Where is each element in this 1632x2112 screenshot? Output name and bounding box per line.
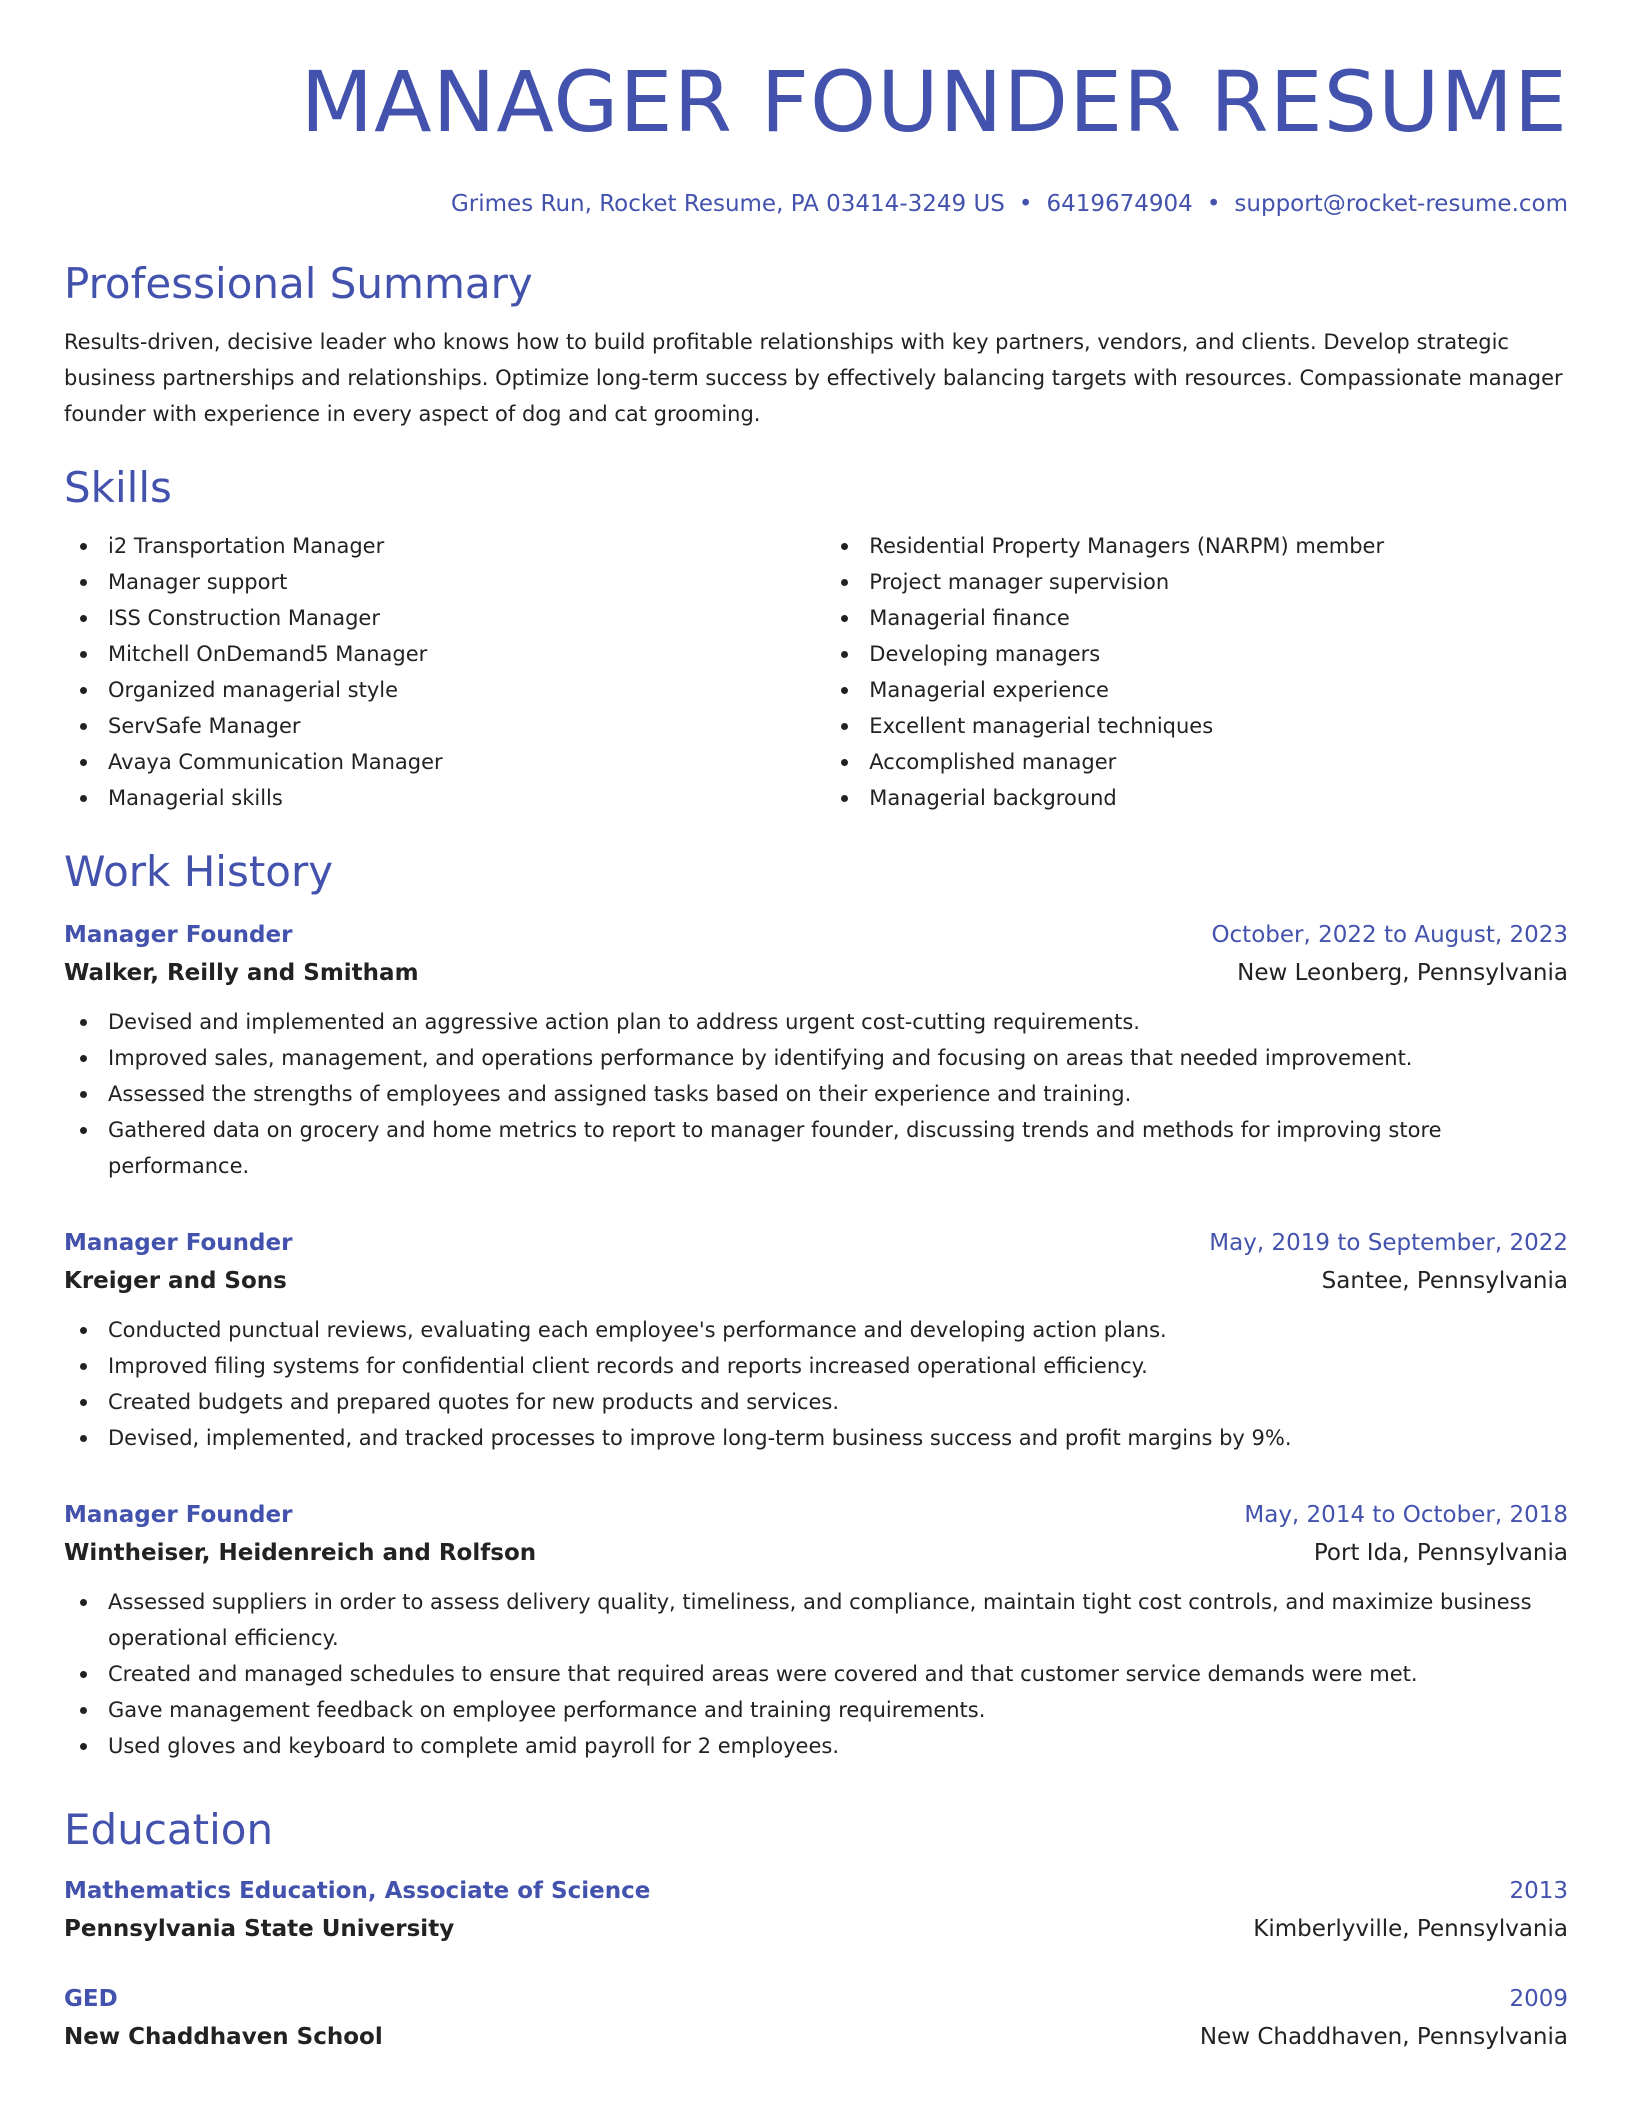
job-header-row	[64, 916, 1568, 954]
job-bullets	[64, 1004, 1568, 1184]
job-header-row	[64, 1224, 1568, 1262]
education-degree: GED	[64, 1986, 118, 2012]
education-location: New Chaddhaven, Pennsylvania	[1199, 2024, 1568, 2050]
education-header-row	[64, 1872, 1568, 1910]
skill-item: Managerial finance	[869, 600, 1568, 636]
job-bullet: Assessed suppliers in order to assess delivery quality, timeliness, and compliance, maintain tight cost controls, and maximize business operational efficiency.	[108, 1584, 1568, 1656]
education-school-row	[64, 2018, 1568, 2056]
skill-item: Developing managers	[869, 636, 1568, 672]
job-company-row	[64, 954, 1568, 992]
work-history-heading: Work History	[64, 847, 334, 896]
summary-heading: Professional Summary	[64, 259, 533, 308]
job-company: Wintheiser, Heidenreich and Rolfson	[64, 1540, 537, 1566]
skill-item: Avaya Communication Manager	[108, 744, 787, 780]
contact-separator: •	[1206, 191, 1221, 217]
contact-address: Grimes Run, Rocket Resume, PA 03414-3249 US	[450, 191, 1005, 217]
job-entry	[64, 1496, 1568, 1764]
education-year: 2013	[1509, 1878, 1568, 1904]
job-role: Manager Founder	[64, 1230, 293, 1256]
job-header-row	[64, 1496, 1568, 1534]
job-bullets	[64, 1312, 1568, 1456]
job-company: Kreiger and Sons	[64, 1268, 287, 1294]
skills-column-left	[64, 528, 787, 816]
skill-item: Managerial experience	[869, 672, 1568, 708]
skill-item: ISS Construction Manager	[108, 600, 787, 636]
education-entry	[64, 1980, 1568, 2056]
skills-heading: Skills	[64, 463, 172, 512]
skill-item: Manager support	[108, 564, 787, 600]
job-bullet: Created budgets and prepared quotes for new products and services.	[108, 1384, 1568, 1420]
job-location: New Leonberg, Pennsylvania	[1237, 960, 1568, 986]
job-role: Manager Founder	[64, 922, 293, 948]
job-company: Walker, Reilly and Smitham	[64, 960, 419, 986]
skill-item: Accomplished manager	[869, 744, 1568, 780]
job-bullet: Improved sales, management, and operations performance by identifying and focusing on areas that needed improvement.	[108, 1040, 1568, 1076]
job-bullet: Used gloves and keyboard to complete amid payroll for 2 employees.	[108, 1728, 1568, 1764]
job-bullet: Conducted punctual reviews, evaluating each employee's performance and developing action plans.	[108, 1312, 1568, 1348]
skill-item: Organized managerial style	[108, 672, 787, 708]
skill-item: Managerial background	[869, 780, 1568, 816]
job-entry	[64, 1224, 1568, 1456]
job-dates: May, 2019 to September, 2022	[1209, 1230, 1568, 1256]
job-bullets	[64, 1584, 1568, 1764]
job-bullet: Created and managed schedules to ensure that required areas were covered and that customer service demands were met.	[108, 1656, 1568, 1692]
education-school-row	[64, 1910, 1568, 1948]
job-location: Port Ida, Pennsylvania	[1313, 1540, 1568, 1566]
contact-email: support@rocket-resume.com	[1234, 191, 1568, 217]
skill-item: Residential Property Managers (NARPM) member	[869, 528, 1568, 564]
education-school: New Chaddhaven School	[64, 2024, 383, 2050]
skills-column-right	[825, 528, 1568, 816]
summary-text: Results-driven, decisive leader who knows how to build profitable relationships with key partners, vendors, and clients. Develop strategic business partnerships and relationships. Optimize long-term success by effectively balancing targets with resources. Compassionate manager founder with experience in every aspect of dog and cat grooming.	[64, 330, 1563, 426]
job-bullet: Devised, implemented, and tracked processes to improve long-term business success and profit margins by 9%.	[108, 1420, 1568, 1456]
job-dates: May, 2014 to October, 2018	[1244, 1502, 1568, 1528]
skill-item: ServSafe Manager	[108, 708, 787, 744]
education-entry	[64, 1872, 1568, 1948]
contact-line	[64, 188, 1568, 220]
job-bullet: Gathered data on grocery and home metrics to report to manager founder, discussing trends and methods for improving store performance.	[108, 1112, 1568, 1184]
skill-item: Managerial skills	[108, 780, 787, 816]
skills-list	[64, 528, 1568, 816]
job-bullet: Devised and implemented an aggressive action plan to address urgent cost-cutting requirements.	[108, 1004, 1568, 1040]
education-header-row	[64, 1980, 1568, 2018]
job-bullet: Gave management feedback on employee performance and training requirements.	[108, 1692, 1568, 1728]
education-year: 2009	[1509, 1986, 1568, 2012]
job-company-row	[64, 1262, 1568, 1300]
job-company-row	[64, 1534, 1568, 1572]
skill-item: Mitchell OnDemand5 Manager	[108, 636, 787, 672]
resume-name: MANAGER FOUNDER RESUME	[300, 53, 1568, 151]
job-dates: October, 2022 to August, 2023	[1211, 922, 1568, 948]
skill-item: Project manager supervision	[869, 564, 1568, 600]
education-school: Pennsylvania State University	[64, 1916, 455, 1942]
job-bullet: Improved filing systems for confidential client records and reports increased operational efficiency.	[108, 1348, 1568, 1384]
education-degree: Mathematics Education, Associate of Science	[64, 1878, 651, 1904]
contact-separator: •	[1018, 191, 1033, 217]
education-heading: Education	[64, 1805, 274, 1854]
education-location: Kimberlyville, Pennsylvania	[1253, 1916, 1568, 1942]
skill-item: i2 Transportation Manager	[108, 528, 787, 564]
job-entry	[64, 916, 1568, 1184]
contact-phone: 6419674904	[1046, 191, 1193, 217]
job-bullet: Assessed the strengths of employees and assigned tasks based on their experience and training.	[108, 1076, 1568, 1112]
skill-item: Excellent managerial techniques	[869, 708, 1568, 744]
job-location: Santee, Pennsylvania	[1321, 1268, 1568, 1294]
job-role: Manager Founder	[64, 1502, 293, 1528]
